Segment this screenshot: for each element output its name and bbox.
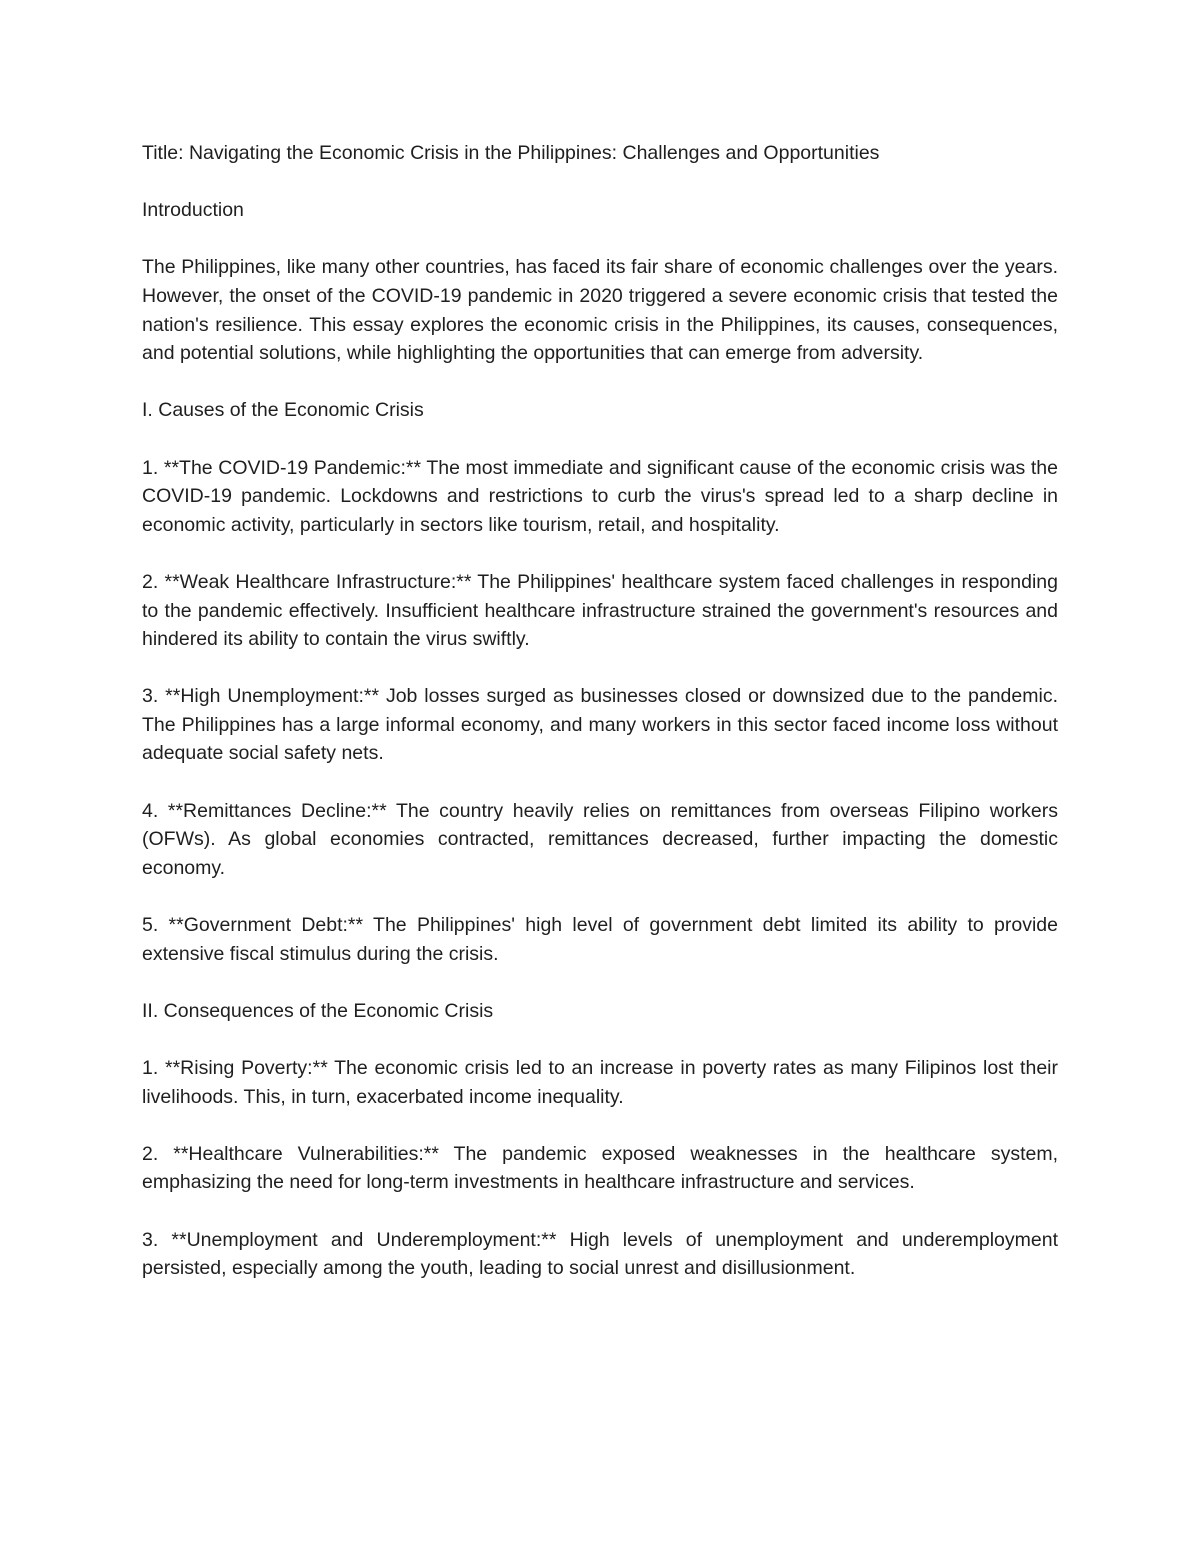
intro-paragraph: The Philippines, like many other countries, has faced its fair share of economic challenges over the years. However, the onset of the COVID-19 pandemic in 2020 triggered a severe economic crisis that tested the nation's resilience. This essay explores the economic crisis in the Philippines, its causes, consequences, and potential solutions, while highlighting the opportunities that can emerge from adversity. bbox=[142, 256, 1058, 365]
consequence-item-3: 3. **Unemployment and Underemployment:** High levels of unemployment and underemployment persisted, especially among the youth, leading to social unrest and disillusionment. bbox=[142, 1228, 1058, 1280]
consequence-item-2: 2. **Healthcare Vulnerabilities:** The pandemic exposed weaknesses in the healthcare system, emphasizing the need for long-term investments in healthcare infrastructure and services. bbox=[142, 1142, 1058, 1194]
section-heading-causes: I. Causes of the Economic Crisis bbox=[142, 399, 424, 422]
cause-item-5: 5. **Government Debt:** The Philippines' high level of government debt limited its ability to provide extensive fiscal stimulus during the crisis. bbox=[142, 914, 1058, 965]
cause-item-2: 2. **Weak Healthcare Infrastructure:** The Philippines' healthcare system faced challenges in responding to the pandemic effectively. Insufficient healthcare infrastructure strained the government's resources and hindered its ability to contain the virus swiftly. bbox=[142, 570, 1058, 651]
cause-item-4: 4. **Remittances Decline:** The country heavily relies on remittances from overseas Filipino workers (OFWs). As global economies contracted, remittances decreased, further impacting the domestic economy. bbox=[142, 799, 1058, 879]
section-heading-consequences: II. Consequences of the Economic Crisis bbox=[142, 999, 494, 1022]
consequence-item-1: 1. **Rising Poverty:** The economic crisis led to an increase in poverty rates as many Filipinos lost their livelihoods. This, in turn, exacerbated income inequality. bbox=[142, 1057, 1058, 1108]
intro-heading: Introduction bbox=[142, 199, 244, 222]
cause-item-3: 3. **High Unemployment:** Job losses surged as businesses closed or downsized due to the pandemic. The Philippines has a large informal economy, and many workers in this sector faced income loss without adequate social safety nets. bbox=[142, 685, 1058, 765]
cause-item-1: 1. **The COVID-19 Pandemic:** The most immediate and significant cause of the economic crisis was the COVID-19 pandemic. Lockdowns and restrictions to curb the virus's spread led to a sharp decline in economic activity, particularly in sectors like tourism, retail, and hospitality. bbox=[142, 456, 1058, 536]
document-body bbox=[142, 139, 1058, 1311]
document-title: Title: Navigating the Economic Crisis in the Philippines: Challenges and Opportunities bbox=[142, 142, 880, 164]
